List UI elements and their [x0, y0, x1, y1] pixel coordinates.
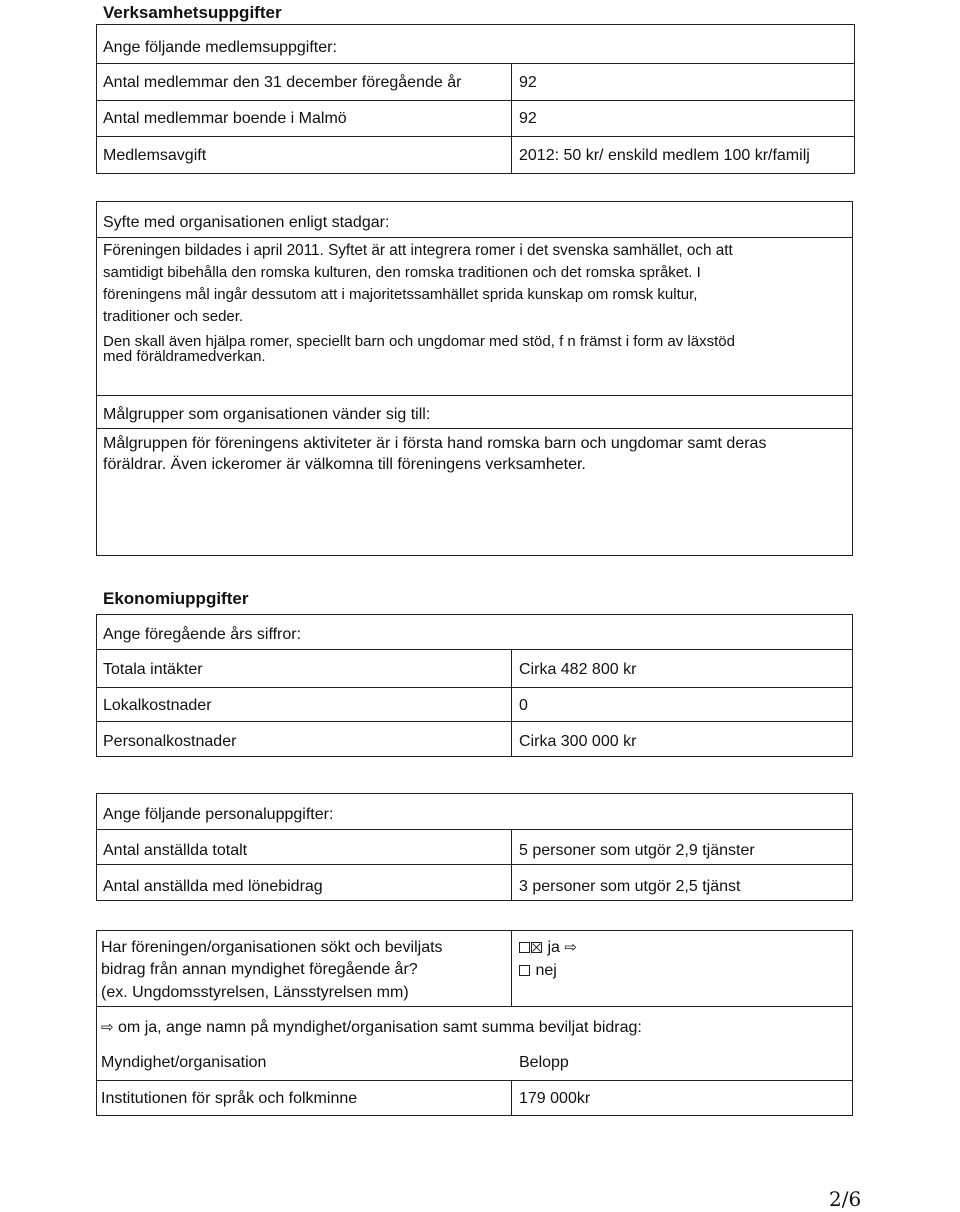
section-heading-ekonomi: Ekonomiuppgifter	[103, 589, 249, 608]
divider	[511, 1080, 512, 1116]
purpose-line: samtidigt bibehålla den romska kulturen, den romska traditionen och det romska språket. I	[103, 264, 701, 281]
target-header: Målgrupper som organisationen vänder sig till:	[103, 406, 431, 423]
income-label: Totala intäkter	[103, 661, 203, 678]
members-malmo-label: Antal medlemmar boende i Malmö	[103, 110, 347, 127]
staff-total-value: 5 personer som utgör 2,9 tjänster	[519, 842, 755, 859]
checkbox-checked-icon[interactable]	[531, 942, 542, 953]
option-yes-label: ja	[547, 939, 560, 956]
grant-question-line: bidrag från annan myndighet föregående år?	[101, 961, 418, 978]
grant-amount-value: 179 000kr	[519, 1090, 591, 1107]
fee-value: 2012: 50 kr/ enskild medlem 100 kr/familj	[519, 147, 810, 164]
divider	[96, 829, 853, 830]
members-malmo-value: 92	[519, 110, 537, 127]
fee-label: Medlemsavgift	[103, 147, 207, 164]
option-no-label: nej	[535, 962, 557, 979]
purpose-header: Syfte med organisationen enligt stadgar:	[103, 214, 390, 231]
section-heading-verksamhet: Verksamhetsuppgifter	[103, 3, 282, 22]
divider	[96, 721, 853, 722]
arrow-right-icon: ⇨	[101, 1019, 114, 1036]
grant-col-amount: Belopp	[519, 1054, 569, 1071]
page-number: 2/6	[829, 1187, 862, 1211]
divider	[96, 63, 855, 64]
divider	[511, 63, 512, 174]
divider	[96, 649, 853, 650]
divider	[96, 100, 855, 101]
staff-cost-value: Cirka 300 000 kr	[519, 733, 637, 750]
if-yes-text: om ja, ange namn på myndighet/organisation samt summa beviljat bidrag:	[118, 1019, 642, 1036]
checkbox-empty-icon[interactable]	[519, 942, 530, 953]
premises-cost-label: Lokalkostnader	[103, 697, 212, 714]
grant-col-org: Myndighet/organisation	[101, 1054, 267, 1071]
purpose-line: med föräldramedverkan.	[103, 348, 266, 365]
divider	[511, 930, 512, 1006]
option-yes[interactable]	[519, 938, 577, 958]
divider	[511, 829, 512, 901]
staff-cost-label: Personalkostnader	[103, 733, 237, 750]
grant-org-value: Institutionen för språk och folkminne	[101, 1090, 358, 1107]
members-header: Ange följande medlemsuppgifter:	[103, 39, 337, 56]
divider	[96, 687, 853, 688]
staff-wage-subsidy-label: Antal anställda med lönebidrag	[103, 878, 323, 895]
if-yes-instruction	[101, 1018, 642, 1038]
member-count-label: Antal medlemmar den 31 december föregående år	[103, 74, 462, 91]
premises-cost-value: 0	[519, 697, 528, 714]
divider	[96, 237, 853, 238]
income-value: Cirka 482 800 kr	[519, 661, 637, 678]
grant-question-line: Har föreningen/organisationen sökt och beviljats	[101, 939, 443, 956]
option-no[interactable]	[519, 961, 557, 981]
divider	[96, 395, 853, 396]
arrow-right-icon: ⇨	[564, 939, 577, 956]
grant-question-line: (ex. Ungdomsstyrelsen, Länsstyrelsen mm)	[101, 984, 409, 1001]
purpose-line: Föreningen bildades i april 2011. Syftet är att integrera romer i det svenska samhället, och att	[103, 242, 733, 259]
target-line: Målgruppen för föreningens aktiviteter är i första hand romska barn och ungdomar samt deras	[103, 435, 767, 452]
staff-wage-subsidy-value: 3 personer som utgör 2,5 tjänst	[519, 878, 741, 895]
staff-total-label: Antal anställda totalt	[103, 842, 248, 859]
member-count-value: 92	[519, 74, 537, 91]
divider	[96, 136, 855, 137]
divider	[96, 864, 853, 865]
purpose-line: föreningens mål ingår dessutom att i majoritetssamhället sprida kunskap om romsk kultur,	[103, 286, 698, 303]
purpose-line: Den skall även hjälpa romer, speciellt barn och ungdomar med stöd, f n främst i form av läxstöd	[103, 333, 735, 350]
prev-year-header: Ange föregående års siffror:	[103, 626, 302, 643]
staff-header: Ange följande personaluppgifter:	[103, 806, 334, 823]
divider	[96, 1006, 853, 1007]
divider	[96, 428, 853, 429]
target-line: föräldrar. Även ickeromer är välkomna till föreningens verksamheter.	[103, 456, 586, 473]
divider	[511, 649, 512, 757]
purpose-line: traditioner och seder.	[103, 308, 244, 325]
checkbox-empty-icon[interactable]	[519, 965, 530, 976]
divider	[96, 1080, 853, 1081]
